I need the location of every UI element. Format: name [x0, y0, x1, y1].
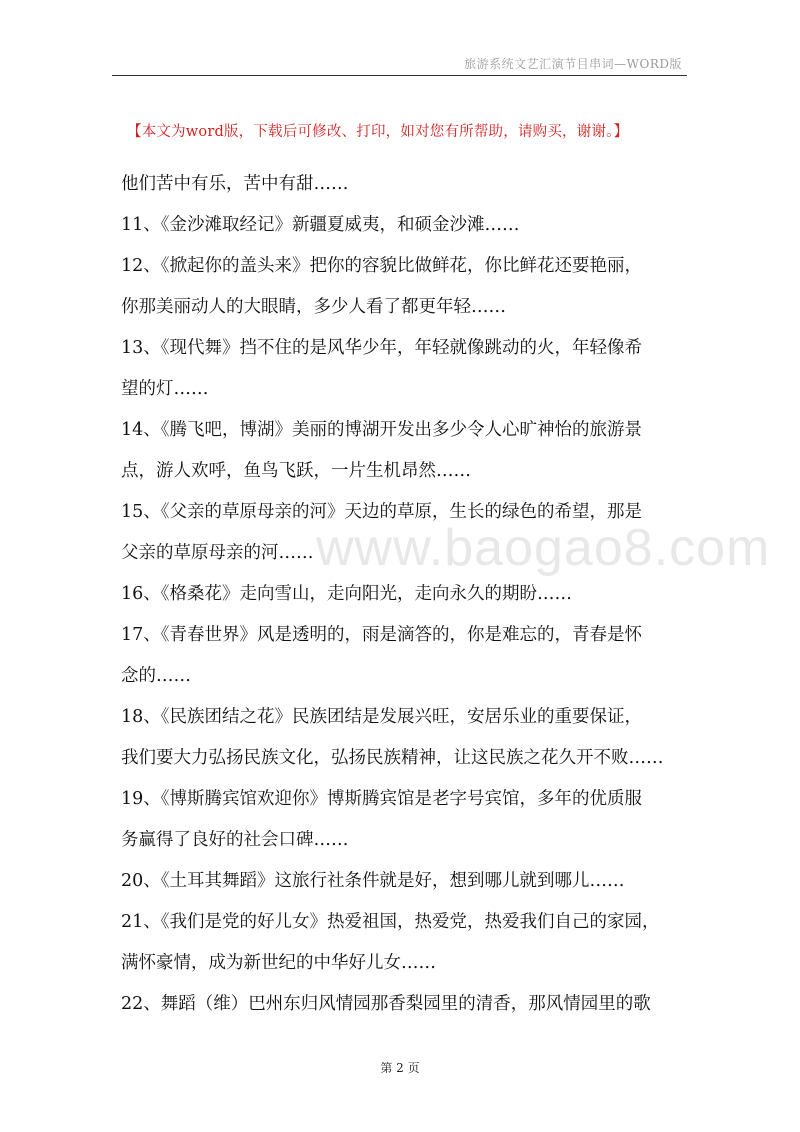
body-line: 点，游人欢呼，鱼鸟飞跃，一片生机昂然……	[121, 461, 471, 481]
body-line: 20、《土耳其舞蹈》这旅行社条件就是好，想到哪儿就到哪儿……	[121, 871, 625, 891]
body-line: 父亲的草原母亲的河……	[121, 543, 314, 563]
body-line: 他们苦中有乐，苦中有甜……	[121, 174, 349, 194]
header-divider	[112, 75, 687, 76]
purchase-notice: 【本文为word版，下载后可修改、打印，如对您有所帮助，请购买，谢谢。】	[127, 124, 629, 140]
body-line: 19、《博斯腾宾馆欢迎你》博斯腾宾馆是老字号宾馆，多年的优质服	[121, 789, 643, 809]
body-line: 望的灯……	[121, 379, 209, 399]
body-line: 15、《父亲的草原母亲的河》天边的草原，生长的绿色的希望，那是	[121, 502, 643, 522]
body-line: 12、《掀起你的盖头来》把你的容貌比做鲜花，你比鲜花还要艳丽，	[121, 256, 643, 276]
body-line: 13、《现代舞》挡不住的是风华少年，年轻就像跳动的火，年轻像希	[121, 338, 643, 358]
body-line: 满怀豪情，成为新世纪的中华好儿女……	[121, 953, 436, 973]
document-header-title: 旅游系统文艺汇演节目串词—WORD版	[464, 57, 682, 71]
body-line: 我们要大力弘扬民族文化，弘扬民族精神，让这民族之花久开不败……	[121, 748, 664, 768]
body-line: 14、《腾飞吧，博湖》美丽的博湖开发出多少令人心旷神怡的旅游景	[121, 420, 643, 440]
body-line: 16、《格桑花》走向雪山，走向阳光，走向永久的期盼……	[121, 584, 573, 604]
body-line: 22、舞蹈（维）巴州东归风情园那香梨园里的清香，那风情园里的歌	[121, 994, 651, 1014]
body-line: 念的……	[121, 666, 191, 686]
body-line: 你那美丽动人的大眼睛，多少人看了都更年轻……	[121, 297, 506, 317]
body-line: 18、《民族团结之花》民族团结是发展兴旺，安居乐业的重要保证，	[121, 707, 643, 727]
page-number: 第 2 页	[380, 1061, 420, 1075]
site-watermark: www.baogao8.com	[316, 519, 771, 577]
body-line: 务赢得了良好的社会口碑……	[121, 830, 349, 850]
body-line: 21、《我们是党的好儿女》热爱祖国，热爱党，热爱我们自己的家园，	[121, 912, 660, 932]
document-body	[121, 164, 687, 1025]
body-line: 17、《青春世界》风是透明的，雨是滴答的，你是难忘的，青春是怀	[121, 625, 643, 645]
body-line: 11、《金沙滩取经记》新疆夏威夷，和硕金沙滩……	[121, 215, 520, 235]
